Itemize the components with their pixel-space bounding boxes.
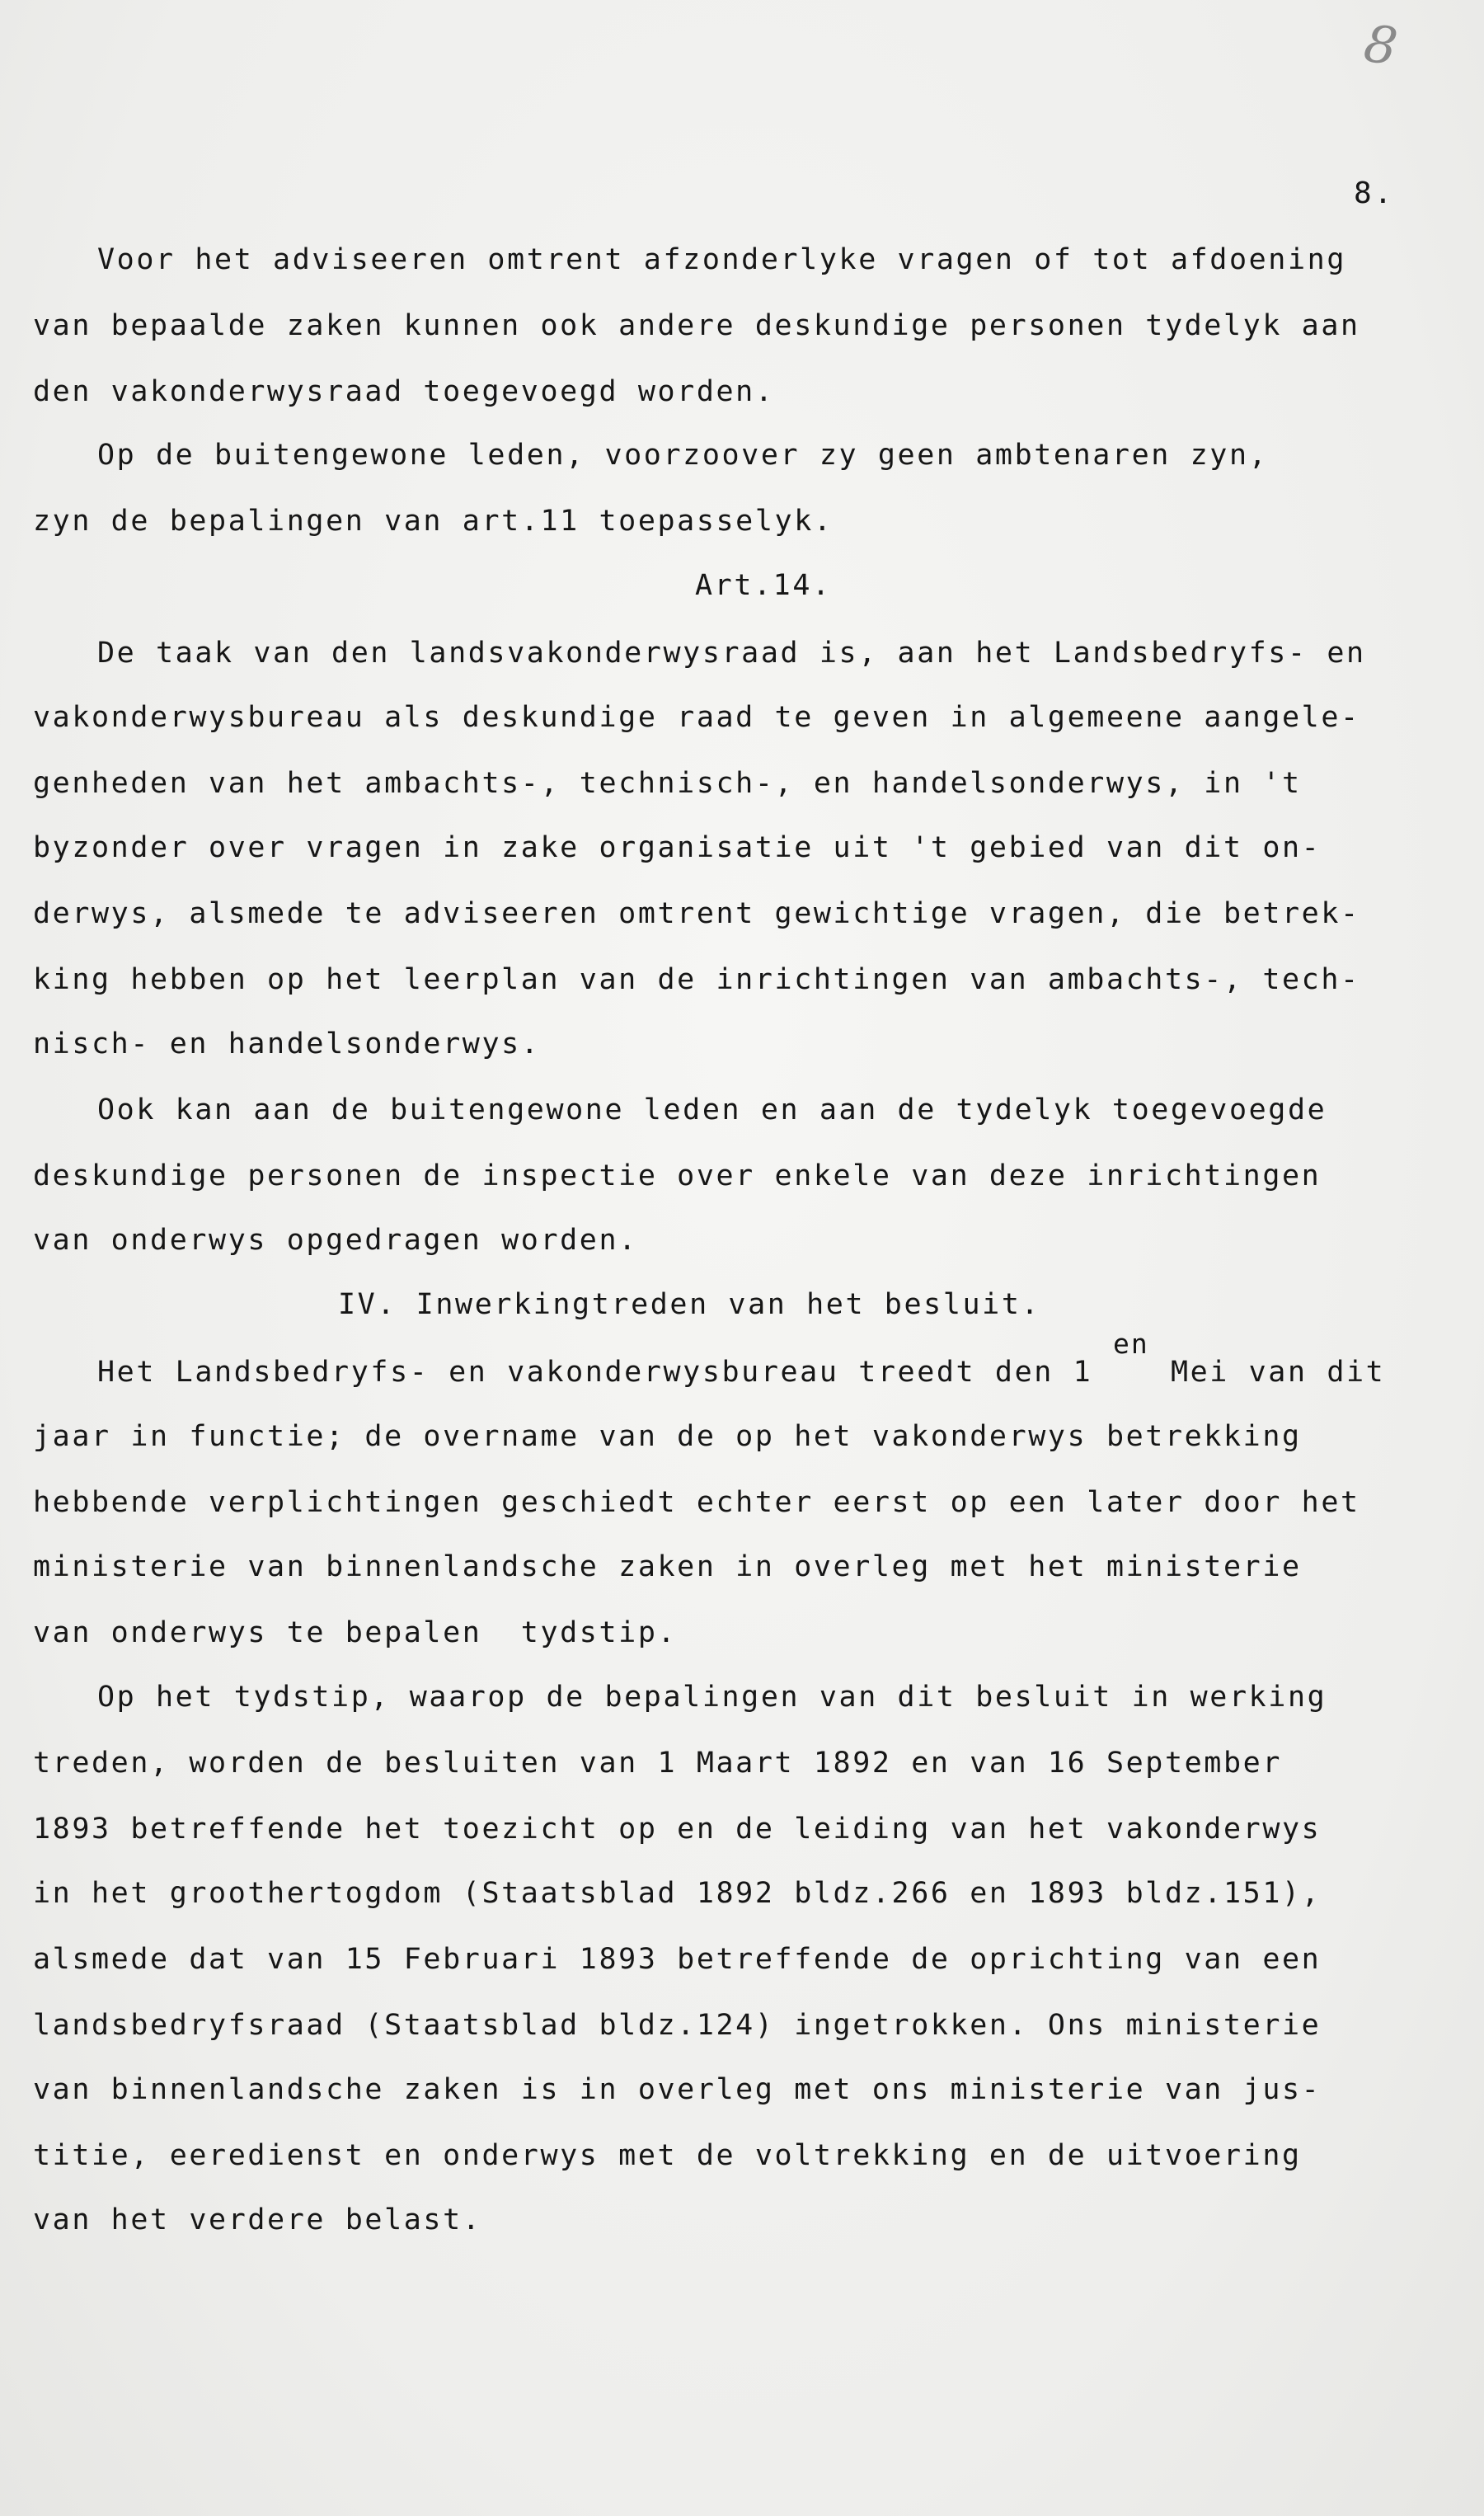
- text-line: nisch- en handelsonderwys.: [33, 1028, 541, 1060]
- text-line: titie, eeredienst en onderwys met de voltrekking en de uitvoering: [33, 2139, 1302, 2172]
- text-line: king hebben op het leerplan van de inrichtingen van ambachts-, tech-: [33, 963, 1360, 996]
- text-line: van onderwys opgedragen worden.: [33, 1224, 638, 1257]
- text-line: van binnenlandsche zaken is in overleg met ons ministerie van jus-: [33, 2073, 1322, 2106]
- article-heading: Art.14.: [695, 569, 832, 602]
- text-line: Op de buitengewone leden, voorzoover zy geen ambtenaren zyn,: [97, 439, 1269, 472]
- text-line: in het groothertogdom (Staatsblad 1892 bldz.266 en 1893 bldz.151),: [33, 1877, 1322, 1910]
- text-line: Het Landsbedryfs- en vakonderwysbureau treedt den 1 Mei van dit: [97, 1356, 1386, 1389]
- text-line: treden, worden de besluiten van 1 Maart 1892 en van 16 September: [33, 1747, 1282, 1780]
- section-heading: IV. Inwerkingtreden van het besluit.: [338, 1288, 1041, 1321]
- text-line: 1893 betreffende het toezicht op en de leiding van het vakonderwys: [33, 1813, 1322, 1846]
- text-line: zyn de bepalingen van art.11 toepasselyk.: [33, 505, 834, 538]
- text-line: genheden van het ambachts-, technisch-, en handelsonderwys, in 't: [33, 767, 1302, 800]
- text-line: De taak van den landsvakonderwysraad is, aan het Landsbedryfs- en: [97, 637, 1366, 670]
- text-line: Voor het adviseeren omtrent afzonderlyke vragen of tot afdoening: [97, 243, 1346, 276]
- text-line: deskundige personen de inspectie over enkele van deze inrichtingen: [33, 1159, 1322, 1192]
- text-line: ministerie van binnenlandsche zaken in overleg met het ministerie: [33, 1550, 1302, 1583]
- handwritten-page-number: 8: [1360, 12, 1402, 78]
- text-line: van bepaalde zaken kunnen ook andere deskundige personen tydelyk aan: [33, 309, 1360, 342]
- text-line: derwys, alsmede te adviseeren omtrent gewichtige vragen, die betrek-: [33, 897, 1360, 930]
- text-line: Ook kan aan de buitengewone leden en aan de tydelyk toegevoegde: [97, 1093, 1327, 1126]
- typed-page-number: 8.: [1354, 176, 1395, 210]
- text-line: den vakonderwysraad toegevoegd worden.: [33, 375, 775, 408]
- text-line: jaar in functie; de overname van de op het vakonderwys betrekking: [33, 1420, 1302, 1453]
- text-line: van het verdere belast.: [33, 2203, 482, 2236]
- superscript-en: en: [1113, 1328, 1149, 1360]
- text-line: alsmede dat van 15 Februari 1893 betreffende de oprichting van een: [33, 1943, 1322, 1976]
- text-line: vakonderwysbureau als deskundige raad te geven in algemeene aangele-: [33, 701, 1360, 734]
- text-line: van onderwys te bepalen tydstip.: [33, 1616, 678, 1649]
- text-line: hebbende verplichtingen geschiedt echter eerst op een later door het: [33, 1486, 1360, 1519]
- text-line: Op het tydstip, waarop de bepalingen van dit besluit in werking: [97, 1681, 1327, 1714]
- text-line: landsbedryfsraad (Staatsblad bldz.124) ingetrokken. Ons ministerie: [33, 2009, 1322, 2042]
- text-line: byzonder over vragen in zake organisatie uit 't gebied van dit on-: [33, 831, 1322, 864]
